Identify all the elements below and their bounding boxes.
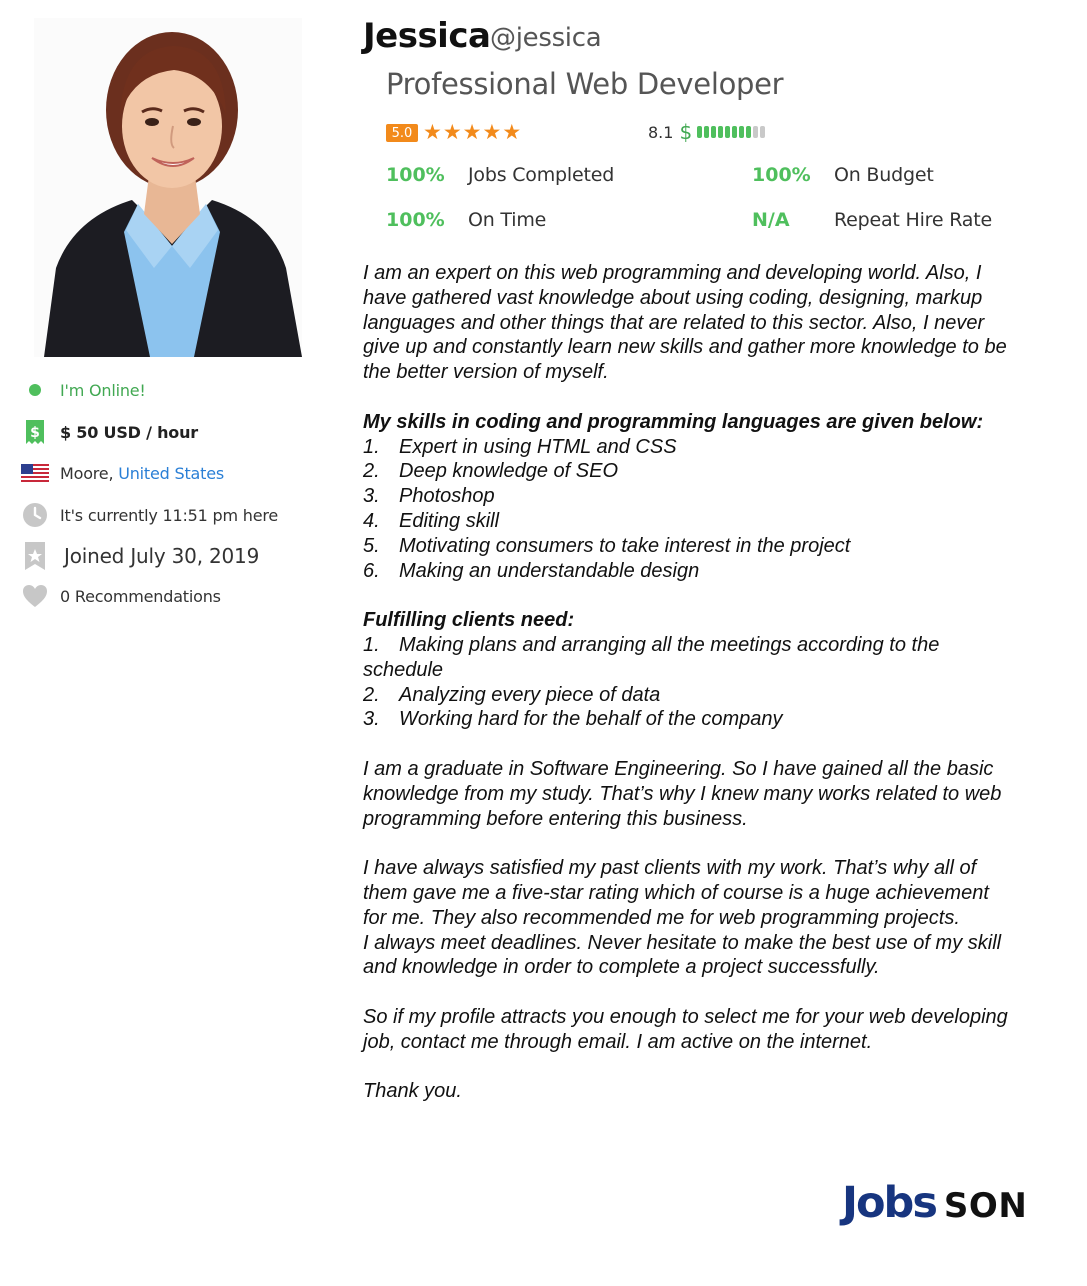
list-item: 3. Photoshop (363, 485, 495, 508)
profile-name: Jessica (363, 16, 491, 56)
stat-jobs-completed (386, 164, 614, 186)
list-item: 2. Analyzing every piece of data (363, 683, 661, 706)
local-time (20, 500, 278, 530)
skills-heading: My skills in coding and programming languages are given below: (363, 410, 984, 433)
stat-value: 100% (752, 164, 811, 186)
heart-icon (20, 581, 50, 611)
stat-on-budget (752, 164, 934, 186)
bio-closing: So if my profile attracts you enough to select me for your web developing job, contact me through email. I am active on the internet. (363, 1005, 1008, 1053)
stat-label: Jobs Completed (468, 164, 615, 186)
star-icon: ★ (502, 120, 522, 144)
list-item: 5. Motivating consumers to take interest in the project (363, 534, 851, 557)
online-status (20, 375, 146, 405)
earnings-meter-segment (746, 126, 751, 138)
list-item: 6. Making an understandable design (363, 559, 700, 582)
earnings-meter (697, 126, 765, 138)
joined-date-label: Joined July 30, 2019 (64, 544, 260, 568)
stat-value: 100% (386, 209, 445, 231)
clock-icon (20, 500, 50, 530)
list-item: 3. Working hard for the behalf of the company (363, 708, 783, 731)
hourly-rate-label: $ 50 USD / hour (60, 422, 198, 442)
joined-date (20, 541, 259, 571)
stat-value: N/A (752, 209, 790, 231)
earnings-score (648, 120, 765, 144)
earnings-score-value: 8.1 (648, 122, 674, 142)
stat-value: 100% (386, 164, 445, 186)
online-status-label: I'm Online! (60, 380, 146, 400)
list-item: 2. Deep knowledge of SEO (363, 460, 619, 483)
location (20, 458, 224, 488)
earnings-meter-segment (725, 126, 730, 138)
hourly-rate (20, 417, 198, 447)
jobsson-logo (842, 1180, 1027, 1226)
badge-star-icon (20, 541, 50, 571)
profile-handle: @jessica (490, 23, 602, 53)
list-item: 4. Editing skill (363, 509, 500, 532)
location-country-link[interactable]: United States (118, 463, 224, 483)
earnings-meter-segment (739, 126, 744, 138)
local-time-label: It's currently 11:51 pm here (60, 505, 279, 525)
earnings-meter-segment (697, 126, 702, 138)
earnings-meter-segment (704, 126, 709, 138)
earnings-meter-segment (711, 126, 716, 138)
earnings-meter-segment (732, 126, 737, 138)
bio-intro: I am an expert on this web programming and developing world. Also, I have gathered vast knowledge about using coding, designing, markup languages and other things that are related to this sector. Also, I never give up and constantly learn new skills and gather more knowledge to be the better version of myself. (363, 262, 1007, 384)
star-icon: ★ (423, 120, 442, 144)
profile-photo (34, 18, 302, 357)
earnings-meter-segment (718, 126, 723, 138)
stat-label: On Time (468, 209, 547, 231)
stat-label: On Budget (834, 164, 934, 186)
stat-on-time (386, 209, 546, 231)
stat-repeat-hire-rate (752, 209, 992, 231)
logo-sub-text: SON (943, 1186, 1028, 1226)
profile-headline: Professional Web Developer (386, 67, 784, 101)
rating-badge: 5.0 (386, 124, 418, 142)
stat-label: Repeat Hire Rate (834, 209, 992, 231)
needs-heading: Fulfilling clients need: (363, 609, 575, 632)
dollar-icon: $ (679, 120, 693, 144)
earnings-meter-segment (760, 126, 765, 138)
bio-thanks: Thank you. (363, 1080, 462, 1103)
bio-education: I am a graduate in Software Engineering. So I have gained all the basic knowledge from my study. That’s why I knew many works related to web programming before entering this business. (363, 757, 1002, 830)
list-item-continuation: schedule (363, 658, 444, 681)
logo-main-text: Jobs (842, 1178, 936, 1228)
star-rating (423, 119, 521, 145)
svg-text:$: $ (30, 425, 40, 441)
profile-description (363, 261, 1053, 1104)
list-item: 1. Expert in using HTML and CSS (363, 435, 677, 458)
location-label (60, 464, 224, 483)
online-dot-icon (20, 375, 50, 405)
star-icon: ★ (442, 120, 462, 144)
price-tag-icon (20, 417, 50, 447)
list-item: 1. Making plans and arranging all the meetings according to the (363, 633, 940, 656)
recommendations-label: 0 Recommendations (60, 586, 221, 606)
recommendations (20, 581, 221, 611)
earnings-meter-segment (753, 126, 758, 138)
us-flag-icon (20, 458, 50, 488)
location-city: Moore, (60, 463, 114, 483)
star-icon: ★ (482, 120, 502, 144)
star-icon: ★ (462, 120, 482, 144)
bio-clients: I have always satisfied my past clients with my work. That’s why all of them gave me a five-star rating which of course is a huge achievement for me. They also recommended me for web programming projects. I always meet deadlines. Never hesitate to make the best use of my skill and knowledge in order to complete a project successfully. (363, 857, 1002, 979)
